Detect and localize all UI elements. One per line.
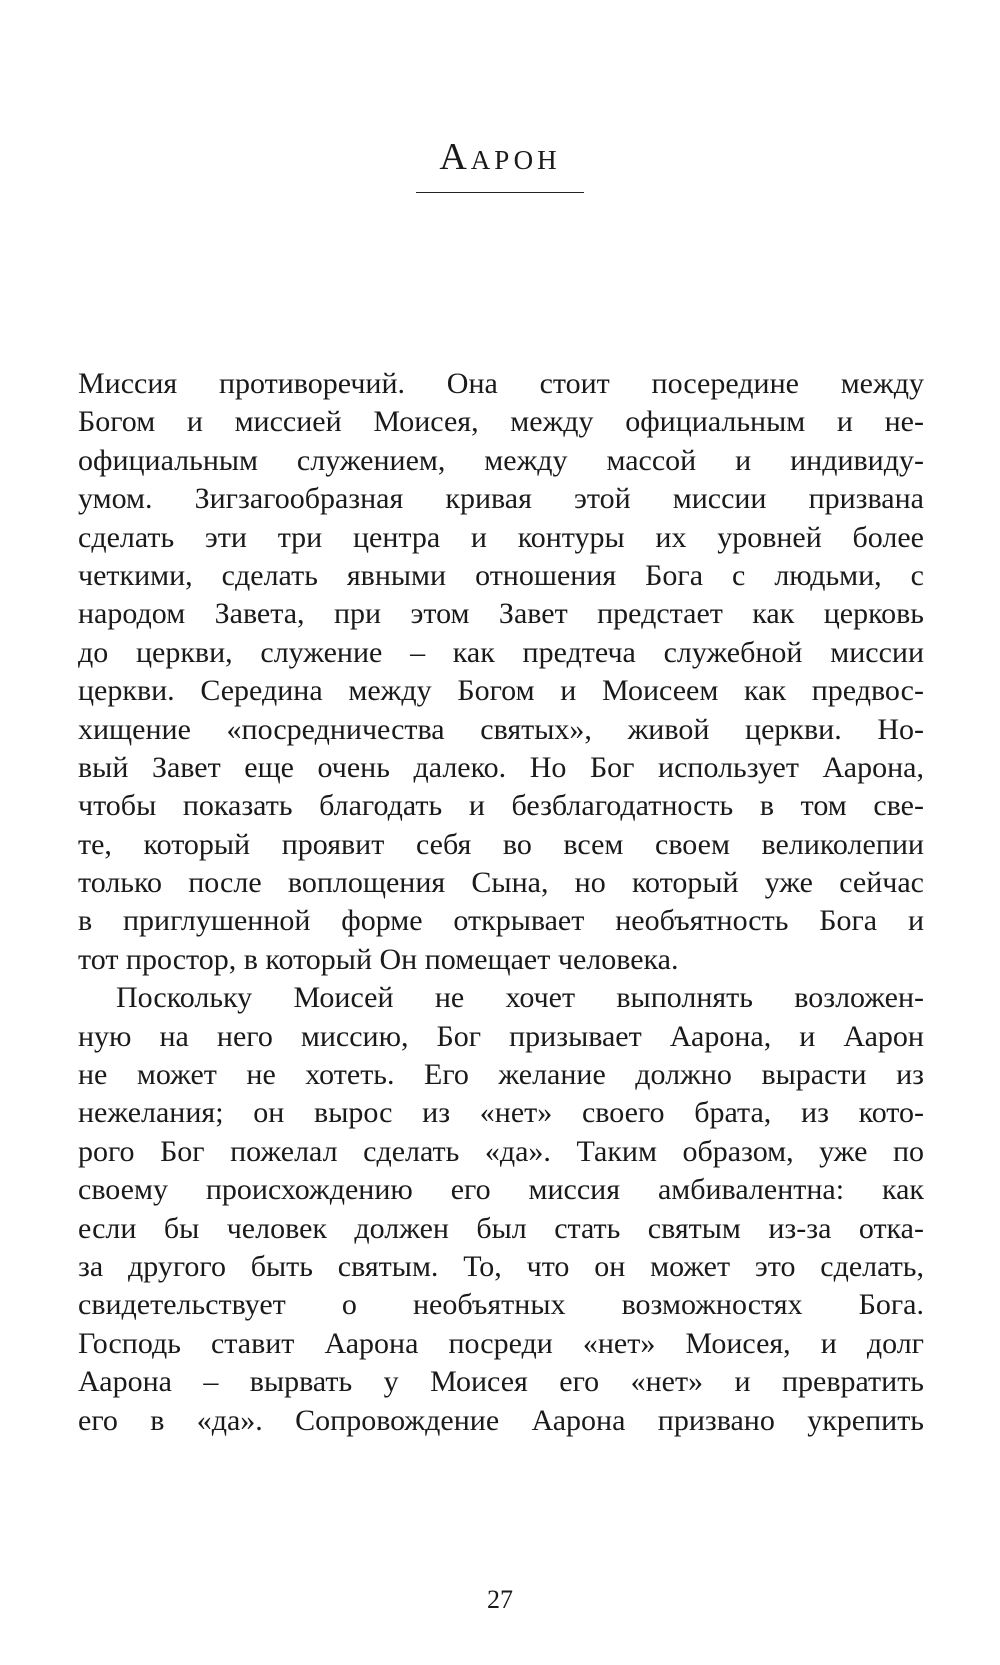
text-line: Поскольку Моисей не хочет выполнять возложен- (116, 981, 924, 1015)
text-line: чтобы показать благодать и безблагодатность в том све- (78, 789, 924, 823)
text-line: вый Завет еще очень далеко. Но Бог использует Аарона, (78, 750, 924, 784)
text-line: за другого быть святым. То, что он может это сделать, (78, 1249, 924, 1283)
text-line: своему происхождению его миссия амбивалентна: как (78, 1173, 924, 1207)
text-line: сделать эти три центра и контуры их уровней более (78, 520, 924, 554)
text-line: официальным служением, между массой и индивиду- (78, 443, 924, 477)
text-line: если бы человек должен был стать святым из-за отка- (78, 1211, 924, 1245)
text-line: Богом и миссией Моисея, между официальным и не- (78, 405, 924, 439)
text-line: в приглушенной форме открывает необъятность Бога и (78, 904, 924, 938)
title-underline (416, 192, 584, 193)
text-line: тот простор, в который Он помещает человека. (78, 942, 679, 976)
text-line: хищение «посредничества святых», живой церкви. Но- (78, 712, 924, 746)
text-line: умом. Зигзагообразная кривая этой миссии призвана (78, 482, 924, 516)
text-line: народом Завета, при этом Завет предстает как церковь (78, 597, 924, 631)
text-line: рого Бог пожелал сделать «да». Таким образом, уже по (78, 1134, 924, 1168)
text-line: Господь ставит Аарона посреди «нет» Моисея, и долг (78, 1326, 924, 1360)
paragraph-2 (78, 979, 924, 1440)
page-number: 27 (487, 1585, 513, 1614)
text-line: нежелания; он вырос из «нет» своего брата, из кото- (78, 1096, 924, 1130)
text-line: только после воплощения Сына, но который уже сейчас (78, 866, 924, 900)
text-line: четкими, сделать явными отношения Бога с людьми, с (78, 558, 924, 592)
text-line: до церкви, служение – как предтеча служебной миссии (78, 635, 924, 669)
body-text (78, 365, 924, 1440)
text-line: те, который проявит себя во всем своем великолепии (78, 827, 924, 861)
chapter-title: Аарон (439, 136, 561, 178)
paragraph-1 (78, 365, 924, 979)
text-line: свидетельствует о необъятных возможностях Бога. (78, 1288, 924, 1322)
text-line: Миссия противоречий. Она стоит посередине между (78, 367, 924, 400)
text-line: церкви. Середина между Богом и Моисеем как предвос- (78, 674, 924, 708)
text-line: Аарона – вырвать у Моисея его «нет» и превратить (78, 1365, 924, 1399)
text-line: ную на него миссию, Бог призывает Аарона, и Аарон (78, 1019, 924, 1053)
text-line: не может не хотеть. Его желание должно вырасти из (78, 1058, 924, 1092)
text-line: его в «да». Сопровождение Аарона призвано укрепить (78, 1403, 924, 1437)
